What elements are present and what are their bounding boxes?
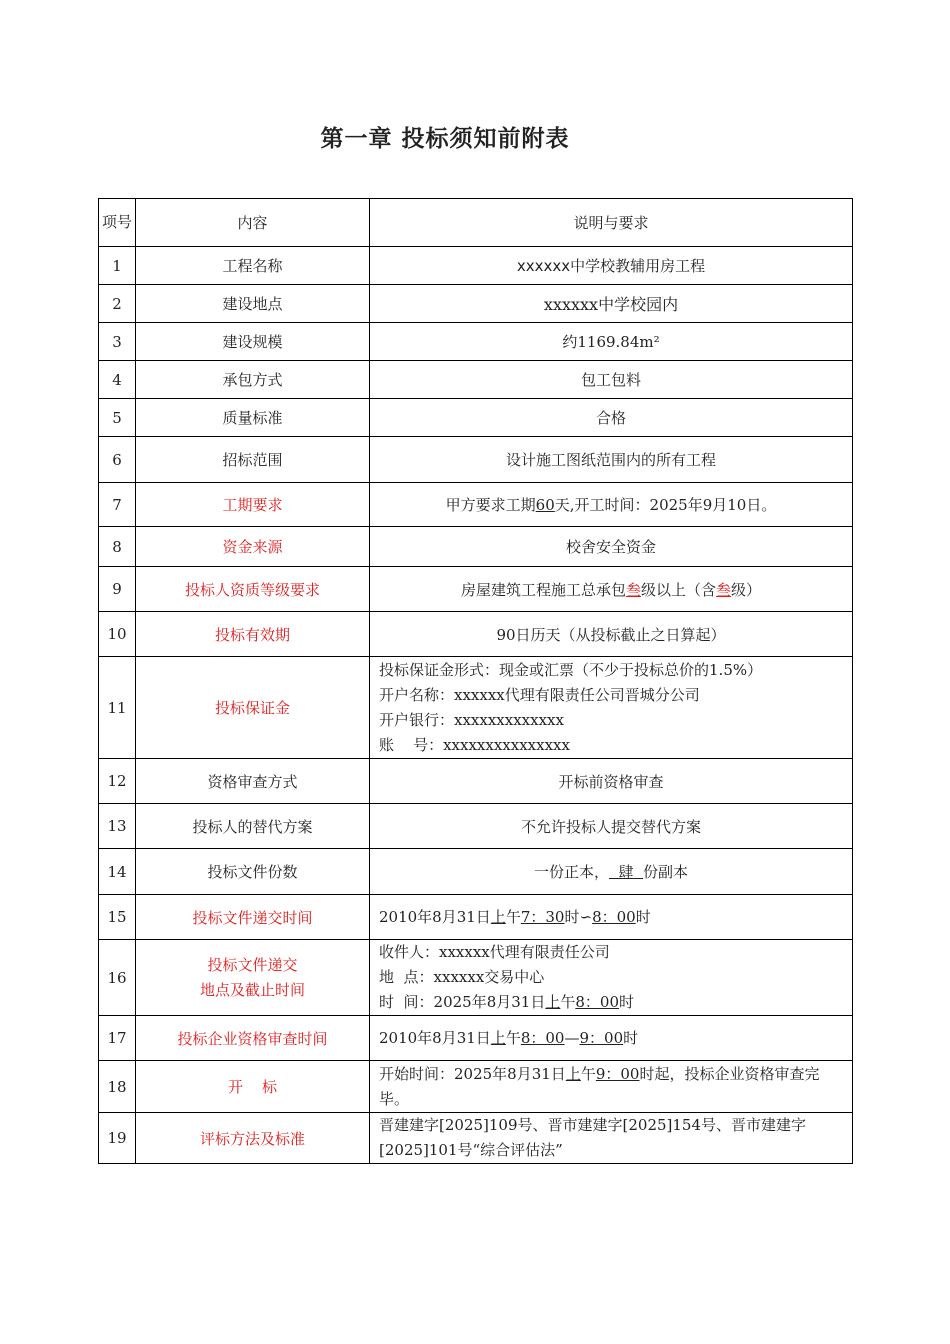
table-row [99, 567, 853, 612]
header-no: 项号 [99, 199, 136, 247]
table-row [99, 612, 853, 657]
row-no: 4 [99, 361, 136, 399]
table-row [99, 895, 853, 940]
row-desc: 开始时间：2025年8月31日上午9：00时起，投标企业资格审查完毕。 [370, 1061, 853, 1113]
row-no: 1 [99, 247, 136, 285]
row-desc: 不允许投标人提交替代方案 [370, 804, 853, 849]
row-item: 资金来源 [136, 527, 370, 567]
row-desc: 2010年8月31日上午7：30时∽8：00时 [370, 895, 853, 940]
row-no: 12 [99, 759, 136, 804]
row-desc: 设计施工图纸范围内的所有工程 [370, 437, 853, 483]
table-row [99, 804, 853, 849]
row-desc: 一份正本， 肆 份副本 [370, 849, 853, 895]
row-no: 15 [99, 895, 136, 940]
table-row [99, 940, 853, 1016]
row-desc: 校舍安全资金 [370, 527, 853, 567]
row-item: 质量标准 [136, 399, 370, 437]
table-row [99, 527, 853, 567]
table-row [99, 1113, 853, 1164]
header-item: 内容 [136, 199, 370, 247]
row-desc: 甲方要求工期60天,开工时间：2025年9月10日。 [370, 483, 853, 527]
table-row [99, 1016, 853, 1061]
row-item: 投标人的替代方案 [136, 804, 370, 849]
row-desc: xxxxxx中学校教辅用房工程 [370, 247, 853, 285]
row-item: 建设地点 [136, 285, 370, 323]
row-desc: 约1169.84m² [370, 323, 853, 361]
row-no: 16 [99, 940, 136, 1016]
row-item: 承包方式 [136, 361, 370, 399]
row-item: 资格审查方式 [136, 759, 370, 804]
row-desc: 包工包料 [370, 361, 853, 399]
row-item: 投标人资质等级要求 [136, 567, 370, 612]
row-no: 17 [99, 1016, 136, 1061]
row-no: 8 [99, 527, 136, 567]
row-item: 投标文件份数 [136, 849, 370, 895]
row-no: 11 [99, 657, 136, 759]
table-row [99, 361, 853, 399]
row-desc: 投标保证金形式：现金或汇票（不少于投标总价的1.5%） 开户名称：xxxxxx代理有限责任公司晋城分公司 开户银行：xxxxxxxxxxxxx 账 号：xxxxxxxxxxxxxxx [370, 657, 853, 759]
row-item: 投标企业资格审查时间 [136, 1016, 370, 1061]
header-desc: 说明与要求 [370, 199, 853, 247]
table-row [99, 849, 853, 895]
row-item: 开 标 [136, 1061, 370, 1113]
row-desc: 房屋建筑工程施工总承包叁级以上（含叁级） [370, 567, 853, 612]
row-no: 18 [99, 1061, 136, 1113]
row-no: 6 [99, 437, 136, 483]
bid-notice-table [98, 198, 853, 1164]
page-title: 第一章 投标须知前附表 [320, 126, 570, 152]
table-row [99, 1061, 853, 1113]
table-row [99, 483, 853, 527]
row-no: 19 [99, 1113, 136, 1164]
row-no: 7 [99, 483, 136, 527]
row-item: 工期要求 [136, 483, 370, 527]
row-desc: 合格 [370, 399, 853, 437]
row-desc: 开标前资格审查 [370, 759, 853, 804]
row-desc: 收件人：xxxxxx代理有限责任公司 地 点：xxxxxx交易中心 时 间：2025年8月31日上午8：00时 [370, 940, 853, 1016]
table-row [99, 657, 853, 759]
table-row [99, 759, 853, 804]
row-desc: 90日历天（从投标截止之日算起） [370, 612, 853, 657]
row-no: 14 [99, 849, 136, 895]
row-item: 投标保证金 [136, 657, 370, 759]
row-item: 投标有效期 [136, 612, 370, 657]
table-row [99, 247, 853, 285]
row-no: 9 [99, 567, 136, 612]
row-item: 投标文件递交 地点及截止时间 [136, 940, 370, 1016]
row-no: 5 [99, 399, 136, 437]
row-item: 建设规模 [136, 323, 370, 361]
table-row [99, 399, 853, 437]
table-row [99, 285, 853, 323]
row-item: 投标文件递交时间 [136, 895, 370, 940]
row-desc: 2010年8月31日上午8：00—9：00时 [370, 1016, 853, 1061]
table-header-row [99, 199, 853, 247]
row-item: 评标方法及标准 [136, 1113, 370, 1164]
row-no: 3 [99, 323, 136, 361]
row-desc: 晋建建字[2025]109号、晋市建建字[2025]154号、晋市建建字[2025]101号“综合评估法” [370, 1113, 853, 1164]
row-item: 工程名称 [136, 247, 370, 285]
row-no: 13 [99, 804, 136, 849]
table-row [99, 323, 853, 361]
row-no: 2 [99, 285, 136, 323]
row-item: 招标范围 [136, 437, 370, 483]
table-row [99, 437, 853, 483]
row-no: 10 [99, 612, 136, 657]
row-desc: xxxxxx中学校园内 [370, 285, 853, 323]
